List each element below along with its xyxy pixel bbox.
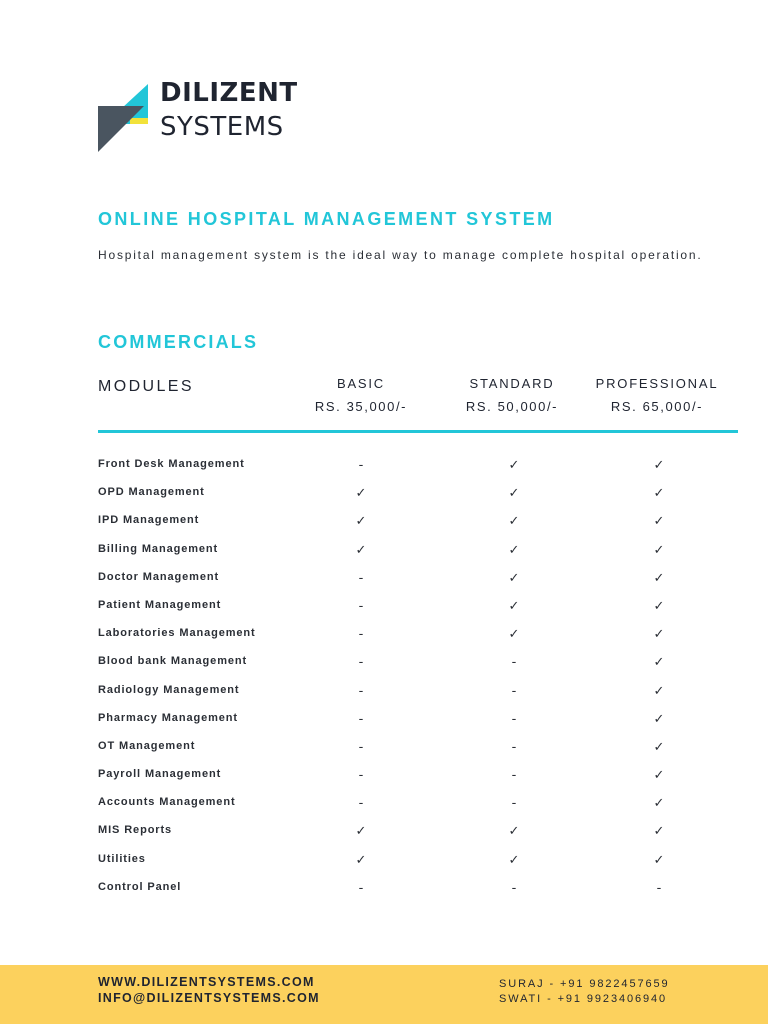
module-name: Control Panel <box>98 880 182 893</box>
module-name: Patient Management <box>98 598 222 611</box>
basic-cell: ✓ <box>355 852 367 868</box>
header-divider <box>98 430 738 433</box>
basic-cell: - <box>358 570 364 586</box>
professional-cell: ✓ <box>653 570 665 586</box>
professional-cell: ✓ <box>653 824 665 840</box>
basic-cell: ✓ <box>355 542 367 558</box>
table-row <box>0 762 768 790</box>
plan-name: PROFESSIONAL <box>595 376 719 391</box>
professional-cell: ✓ <box>653 598 665 614</box>
basic-cell: - <box>358 739 364 755</box>
modules-column-header: MODULES <box>98 378 194 395</box>
table-row <box>0 818 768 846</box>
basic-cell: - <box>358 655 364 671</box>
module-name: Laboratories Management <box>98 627 256 640</box>
table-row <box>0 847 768 875</box>
module-name: Pharmacy Management <box>98 711 238 724</box>
module-name: IPD Management <box>98 514 200 527</box>
module-name: Billing Management <box>98 542 219 555</box>
basic-cell: - <box>358 711 364 727</box>
module-name: Blood bank Management <box>98 655 248 668</box>
plan-header-standard <box>437 376 587 414</box>
table-row <box>0 480 768 508</box>
module-name: Radiology Management <box>98 683 240 696</box>
basic-cell: ✓ <box>355 824 367 840</box>
standard-cell: - <box>511 711 517 727</box>
standard-cell: ✓ <box>508 514 520 530</box>
footer-contacts <box>499 977 670 1007</box>
plan-price: RS. 65,000/- <box>610 399 704 414</box>
module-name: OT Management <box>98 739 196 752</box>
standard-cell: ✓ <box>508 824 520 840</box>
table-row <box>0 649 768 677</box>
professional-cell: ✓ <box>653 852 665 868</box>
basic-cell: - <box>358 598 364 614</box>
basic-cell: ✓ <box>355 486 367 502</box>
standard-cell: - <box>511 683 517 699</box>
standard-cell: ✓ <box>508 542 520 558</box>
table-row <box>0 734 768 762</box>
standard-cell: ✓ <box>508 486 520 502</box>
table-row <box>0 790 768 818</box>
standard-cell: ✓ <box>508 570 520 586</box>
professional-cell: ✓ <box>653 627 665 643</box>
logo-mark-icon <box>98 78 154 154</box>
professional-cell: - <box>656 880 662 896</box>
plan-name: STANDARD <box>469 376 555 391</box>
modules-table <box>0 452 768 903</box>
basic-cell: - <box>358 796 364 812</box>
basic-cell: - <box>358 683 364 699</box>
basic-cell: ✓ <box>355 514 367 530</box>
table-row <box>0 593 768 621</box>
email-link[interactable]: INFO@DILIZENTSYSTEMS.COM <box>98 991 320 1005</box>
footer-bar <box>0 965 768 1024</box>
table-row <box>0 875 768 903</box>
professional-cell: ✓ <box>653 514 665 530</box>
plan-header-professional <box>582 376 732 414</box>
module-name: MIS Reports <box>98 824 173 837</box>
footer-links <box>98 974 320 1006</box>
module-name: Payroll Management <box>98 768 222 781</box>
plan-price: RS. 35,000/- <box>314 399 408 414</box>
standard-cell: - <box>511 768 517 784</box>
logo-wordmark-bottom: SYSTEMS <box>160 112 284 142</box>
professional-cell: ✓ <box>653 458 665 473</box>
professional-cell: ✓ <box>653 739 665 755</box>
basic-cell: - <box>358 768 364 784</box>
page-title: ONLINE HOSPITAL MANAGEMENT SYSTEM <box>98 209 555 229</box>
standard-cell: ✓ <box>508 627 520 643</box>
plan-name: BASIC <box>336 376 385 391</box>
professional-cell: ✓ <box>653 655 665 671</box>
website-link[interactable]: WWW.DILIZENTSYSTEMS.COM <box>98 975 315 989</box>
table-row <box>0 508 768 536</box>
module-name: OPD Management <box>98 486 205 499</box>
standard-cell: ✓ <box>508 598 520 614</box>
standard-cell: - <box>511 739 517 755</box>
standard-cell: - <box>511 796 517 812</box>
professional-cell: ✓ <box>653 768 665 784</box>
contact-swati: SWATI - +91 9923406940 <box>499 993 668 1005</box>
table-row <box>0 621 768 649</box>
module-name: Accounts Management <box>98 796 236 809</box>
basic-cell: - <box>358 458 364 473</box>
logo-wordmark-top: DILIZENT <box>160 78 298 108</box>
table-row <box>0 706 768 734</box>
table-row <box>0 678 768 706</box>
standard-cell: - <box>511 880 517 896</box>
module-name: Utilities <box>98 852 146 865</box>
basic-cell: - <box>358 880 364 896</box>
module-name: Doctor Management <box>98 570 220 583</box>
table-row <box>0 537 768 565</box>
standard-cell: - <box>511 655 517 671</box>
module-name: Front Desk Management <box>98 458 245 470</box>
table-row <box>0 565 768 593</box>
standard-cell: ✓ <box>508 458 520 473</box>
professional-cell: ✓ <box>653 486 665 502</box>
professional-cell: ✓ <box>653 542 665 558</box>
plan-price: RS. 50,000/- <box>465 399 559 414</box>
contact-suraj: SURAJ - +91 9822457659 <box>499 978 670 990</box>
company-logo <box>98 78 318 158</box>
professional-cell: ✓ <box>653 796 665 812</box>
basic-cell: - <box>358 627 364 643</box>
professional-cell: ✓ <box>653 683 665 699</box>
standard-cell: ✓ <box>508 852 520 868</box>
description: Hospital management system is the ideal way to manage complete hospital operation. <box>98 248 703 262</box>
professional-cell: ✓ <box>653 711 665 727</box>
table-row <box>0 452 768 480</box>
section-title-commercials: COMMERCIALS <box>98 332 259 352</box>
plan-header-basic <box>286 376 436 414</box>
